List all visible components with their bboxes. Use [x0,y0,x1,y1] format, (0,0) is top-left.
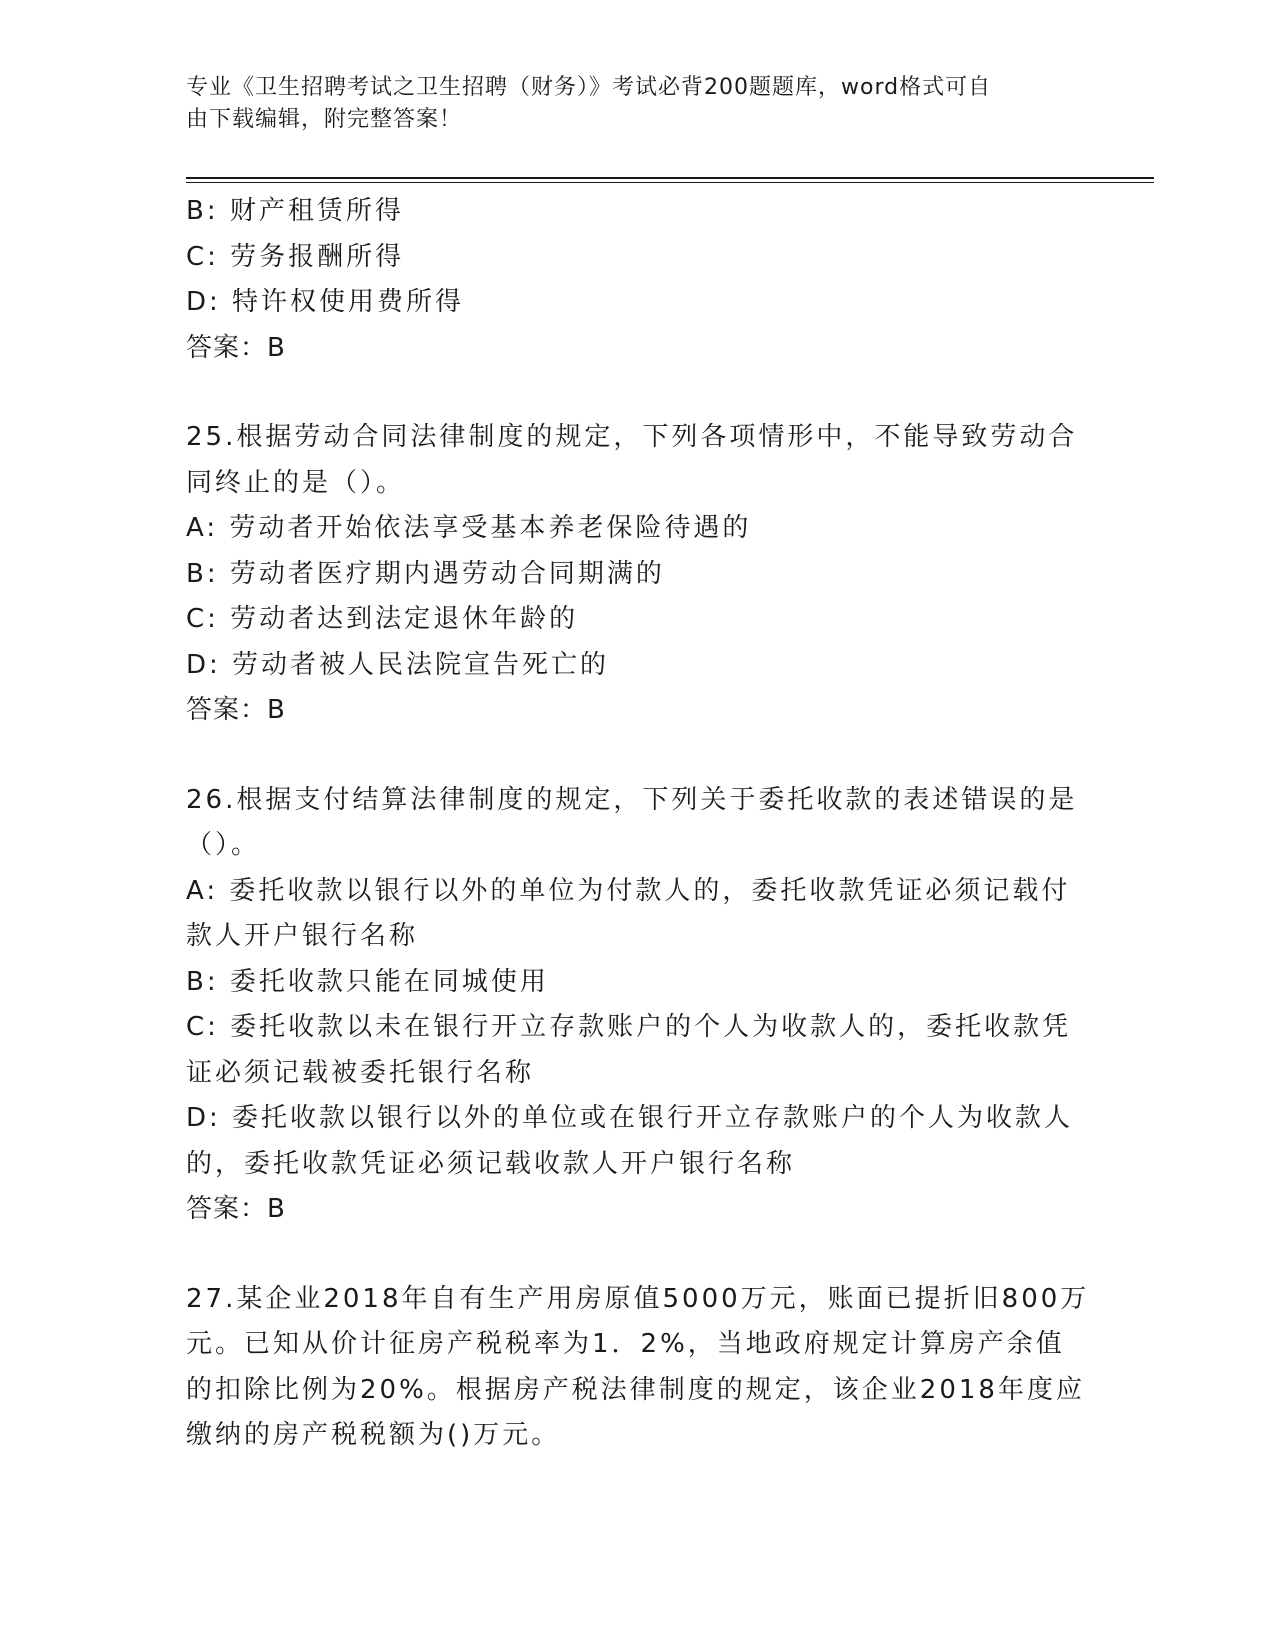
answer: 答案：B [186,332,286,363]
option-c-cont: 证必须记载被委托银行名称 [186,1057,535,1088]
question-24-tail [186,189,1078,371]
option-c: C: 劳动者达到法定退休年龄的 [186,604,579,634]
question-25 [186,415,1078,734]
option-d: D: 劳动者被人民法院宣告死亡的 [186,649,610,680]
question-stem: 的扣除比例为20%。根据房产税法律制度的规定，该企业2018年度应 [186,1374,1085,1405]
question-stem: （）。 [186,830,261,860]
question-stem: 缴纳的房产税税额为()万元。 [186,1420,561,1450]
option-a: A: 劳动者开始依法享受基本养老保险待遇的 [186,513,752,543]
option-d: D: 特许权使用费所得 [186,287,465,317]
option-b: B: 劳动者医疗期内遇劳动合同期满的 [186,558,665,589]
option-b: B: 委托收款只能在同城使用 [186,966,549,997]
option-c: C: 劳务报酬所得 [186,241,405,272]
option-a: A: 委托收款以银行以外的单位为付款人的，委托收款凭证必须记载付 [186,875,1071,906]
question-stem: 25.根据劳动合同法律制度的规定，下列各项情形中，不能导致劳动合 [186,422,1078,452]
answer: 答案：B [186,695,286,725]
option-a-cont: 款人开户银行名称 [186,921,419,951]
question-stem: 26.根据支付结算法律制度的规定，下列关于委托收款的表述错误的是 [186,784,1078,815]
question-stem: 元。已知从价计征房产税税率为1．2%，当地政府规定计算房产余值 [186,1329,1065,1359]
question-27 [186,1277,1090,1459]
option-d: D: 委托收款以银行以外的单位或在银行开立存款账户的个人为收款人 [186,1103,1074,1133]
question-content [186,189,1090,1459]
question-stem: 同终止的是（）。 [186,467,406,498]
option-b: B: 财产租赁所得 [186,196,404,226]
answer: 答案：B [186,1194,286,1224]
header-rule-thick [186,177,1154,179]
option-c: C: 委托收款以未在银行开立存款账户的个人为收款人的，委托收款凭 [186,1012,1072,1042]
header-line-1: 专业《卫生招聘考试之卫生招聘（财务）》考试必背200题题库，word格式可自 [186,75,992,100]
header-rule-thin [186,182,1154,183]
question-stem: 27.某企业2018年自有生产用房原值5000万元，账面已提折旧800万 [186,1283,1090,1314]
header-line-2: 由下载编辑，附完整答案！ [186,107,463,132]
option-d-cont: 的，委托收款凭证必须记载收款人开户银行名称 [186,1148,796,1179]
question-26 [186,778,1078,1233]
document-header [186,72,1066,136]
